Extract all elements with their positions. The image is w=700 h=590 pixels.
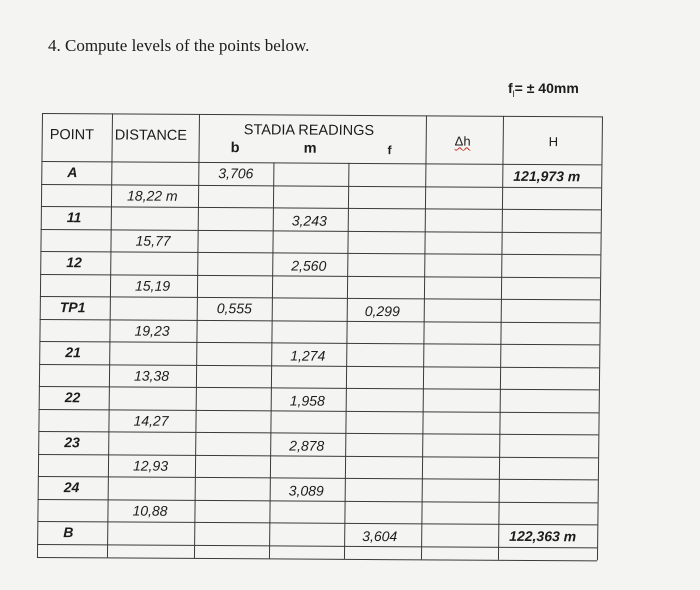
tolerance-symbol: f xyxy=(508,80,513,96)
header-distance: DISTANCE xyxy=(114,127,188,144)
point-cell: 24 xyxy=(63,479,80,496)
header-point: POINT xyxy=(49,127,95,144)
grid-col-line xyxy=(37,113,43,557)
m-reading-cell: 1,958 xyxy=(289,392,325,409)
question-text: 4. Compute levels of the points below. xyxy=(48,36,310,55)
point-cell: A xyxy=(67,164,78,181)
point-cell: 23 xyxy=(64,434,80,451)
header-m: m xyxy=(303,140,317,157)
point-cell: B xyxy=(63,524,74,541)
header-delta-h: Δh xyxy=(454,133,471,149)
f-reading-cell: 3,604 xyxy=(362,527,398,545)
b-reading-cell: 3,706 xyxy=(218,165,254,182)
b-reading-cell: 0,555 xyxy=(216,300,252,317)
grid-row-line xyxy=(37,557,597,561)
distance-cell: 10,88 xyxy=(132,502,168,519)
grid-row-line xyxy=(41,161,601,165)
m-reading-cell: 2,878 xyxy=(289,437,325,454)
header-stadia-readings: STADIA READINGS xyxy=(243,122,375,140)
leveling-table xyxy=(37,113,602,560)
tolerance-subscript: l xyxy=(512,88,515,99)
grid-col-line xyxy=(498,116,504,560)
header-f: f xyxy=(387,143,392,158)
m-reading-cell: 2,560 xyxy=(291,257,327,274)
m-reading-cell: 1,274 xyxy=(290,347,326,364)
grid-row-line xyxy=(42,113,602,117)
grid-col-line xyxy=(107,113,113,557)
elevation-cell: 121,973 m xyxy=(513,167,581,185)
grid-row-line xyxy=(40,318,600,322)
point-cell: TP1 xyxy=(59,299,86,316)
tolerance-value: = ± 40mm xyxy=(514,80,579,96)
point-cell: 12 xyxy=(66,254,82,271)
grid-row-line xyxy=(39,386,599,390)
distance-cell: 15,19 xyxy=(134,277,171,294)
distance-cell: 12,93 xyxy=(132,457,169,474)
grid-row-line xyxy=(39,341,599,345)
header-h: H xyxy=(548,134,559,150)
grid-row-line xyxy=(38,498,598,502)
grid-row-line xyxy=(39,408,599,412)
grid-row-line xyxy=(38,453,598,457)
m-reading-cell: 3,243 xyxy=(291,212,327,229)
grid-row-line xyxy=(37,521,597,525)
m-reading-cell: 3,089 xyxy=(288,482,324,499)
grid-row-line xyxy=(40,251,600,255)
grid-row-line xyxy=(37,543,597,547)
grid-col-line xyxy=(194,114,200,558)
grid-row-line xyxy=(41,183,601,187)
f-reading-cell: 0,299 xyxy=(364,302,400,320)
point-cell: 11 xyxy=(66,209,82,226)
header-b: b xyxy=(230,140,240,157)
grid-row-line xyxy=(38,476,598,480)
grid-row-line xyxy=(38,431,598,435)
grid-row-line xyxy=(40,273,600,277)
grid-col-line xyxy=(421,115,427,559)
grid-col-line xyxy=(597,116,603,560)
grid-row-line xyxy=(41,228,601,232)
point-cell: 21 xyxy=(65,344,81,361)
grid-row-line xyxy=(39,363,599,367)
grid-row-line xyxy=(40,296,600,300)
distance-cell: 13,38 xyxy=(133,367,170,384)
grid-row-line xyxy=(41,206,601,210)
tolerance-label xyxy=(508,80,579,99)
distance-cell: 18,22 m xyxy=(126,187,178,204)
distance-cell: 19,23 xyxy=(134,322,170,339)
distance-cell: 15,77 xyxy=(135,232,171,249)
distance-cell: 14,27 xyxy=(133,412,169,429)
point-cell: 22 xyxy=(64,389,81,406)
elevation-cell: 122,363 m xyxy=(509,527,577,545)
